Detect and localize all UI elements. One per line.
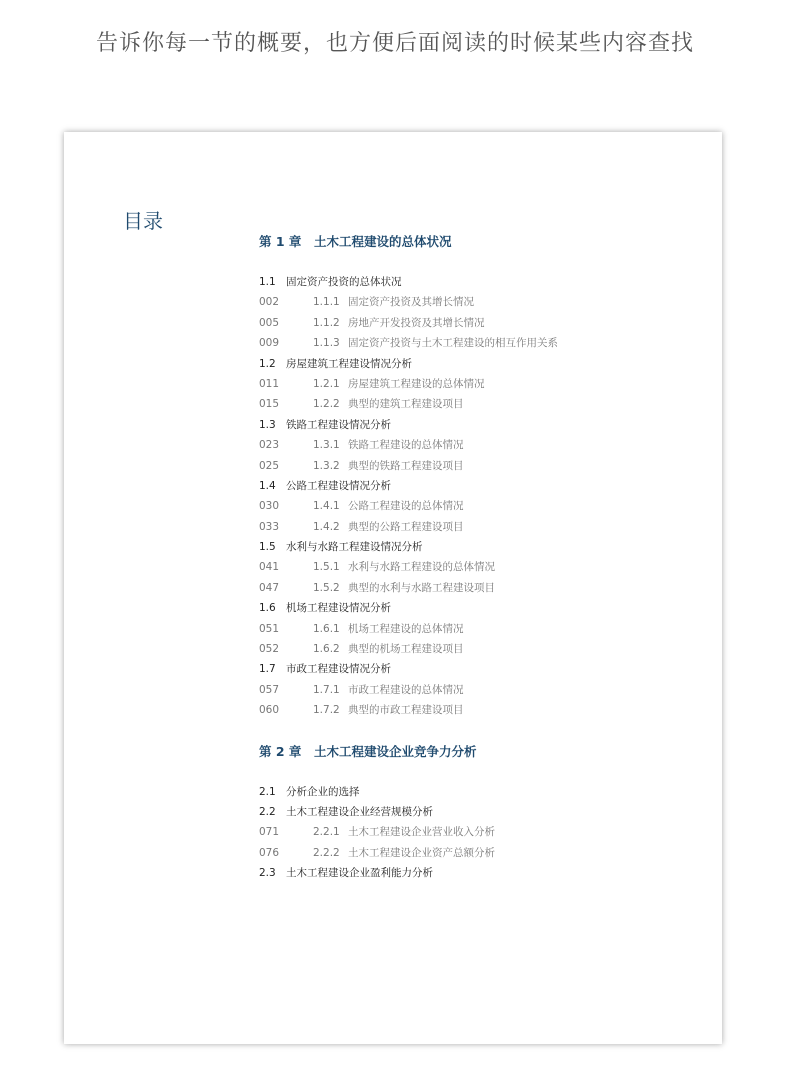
page-number: 071 [259,826,280,839]
subsection-number: 1.7.1 [313,683,340,696]
page-number: 025 [259,459,280,472]
section-title: 固定资产投资的总体状况 [286,276,402,288]
section-number: 1.1 [259,276,276,288]
toc-section[interactable] [259,802,699,822]
page-number: 060 [259,704,280,717]
toc-subsection[interactable] [259,292,699,312]
page-number: 047 [259,581,280,594]
subsection-title: 机场工程建设的总体情况 [348,622,464,635]
page-number: 052 [259,643,280,656]
toc-section[interactable] [259,863,699,883]
toc-title: 目录 [123,209,163,233]
chapter-heading[interactable] [259,232,699,252]
section-number: 1.2 [259,357,276,370]
toc-section[interactable] [259,272,699,292]
toc-section[interactable] [259,476,699,496]
toc-subsection[interactable] [259,333,699,353]
page-number: 051 [259,622,280,635]
page-number: 005 [259,316,280,329]
page-number: 057 [259,683,280,696]
page-number: 011 [259,377,280,390]
subsection-number: 2.2.1 [313,826,340,839]
section-title: 土木工程建设企业经营规模分析 [286,805,433,818]
subsection-title: 典型的市政工程建设项目 [348,704,464,717]
toc-subsection[interactable] [259,456,699,476]
subsection-number: 1.6.2 [313,643,340,656]
section-title: 铁路工程建设情况分析 [286,418,391,431]
toc-subsection[interactable] [259,843,699,863]
subsection-number: 1.1.2 [313,316,340,329]
page-number: 033 [259,520,280,533]
table-of-contents [259,232,699,884]
section-title: 公路工程建设情况分析 [286,479,391,492]
toc-subsection[interactable] [259,639,699,659]
subsection-title: 水利与水路工程建设的总体情况 [348,561,495,574]
subsection-number: 1.1.1 [313,296,340,309]
section-number: 1.4 [259,479,276,492]
section-title: 分析企业的选择 [286,785,360,798]
subsection-title: 典型的铁路工程建设项目 [348,459,464,472]
toc-subsection[interactable] [259,496,699,516]
section-number: 2.2 [259,805,276,818]
subsection-number: 1.6.1 [313,622,340,635]
subsection-number: 1.7.2 [313,704,340,717]
subsection-title: 市政工程建设的总体情况 [348,683,464,696]
page-number: 015 [259,398,280,411]
subsection-title: 土木工程建设企业资产总额分析 [348,846,495,859]
section-number: 1.5 [259,541,276,554]
toc-subsection[interactable] [259,822,699,842]
toc-subsection[interactable] [259,394,699,414]
toc-section[interactable] [259,782,699,802]
subsection-title: 公路工程建设的总体情况 [348,500,464,513]
toc-subsection[interactable] [259,700,699,720]
toc-subsection[interactable] [259,435,699,455]
subsection-number: 1.5.1 [313,561,340,574]
section-title: 土木工程建设企业盈利能力分析 [286,867,433,880]
page-number: 002 [259,296,280,309]
section-title: 水利与水路工程建设情况分析 [286,541,423,554]
subsection-number: 1.5.2 [313,581,340,594]
toc-subsection[interactable] [259,578,699,598]
chapter-title: 土木工程建设企业竞争力分析 [314,743,477,759]
toc-section[interactable] [259,659,699,679]
page-number: 076 [259,846,280,859]
subsection-title: 土木工程建设企业营业收入分析 [348,826,495,839]
subsection-title: 固定资产投资与土木工程建设的相互作用关系 [348,337,558,350]
subsection-title: 铁路工程建设的总体情况 [348,439,464,452]
page-number: 041 [259,561,280,574]
chapter-number: 第 2 章 [259,743,302,759]
section-number: 2.3 [259,867,276,880]
subsection-title: 房屋建筑工程建设的总体情况 [348,377,485,390]
subsection-number: 1.2.2 [313,398,340,411]
page-number: 030 [259,500,280,513]
chapter-heading[interactable] [259,742,699,762]
subsection-number: 1.1.3 [313,337,340,350]
section-title: 房屋建筑工程建设情况分析 [286,357,412,370]
subsection-number: 1.3.1 [313,439,340,452]
subsection-number: 1.4.1 [313,500,340,513]
toc-section[interactable] [259,537,699,557]
section-title: 市政工程建设情况分析 [286,663,391,676]
toc-page [64,132,722,1044]
page-number: 009 [259,337,280,350]
section-title: 机场工程建设情况分析 [286,602,391,615]
toc-section[interactable] [259,415,699,435]
section-number: 1.3 [259,418,276,431]
subsection-title: 固定资产投资及其增长情况 [348,296,474,309]
toc-subsection[interactable] [259,619,699,639]
subsection-number: 2.2.2 [313,846,340,859]
subsection-title: 典型的公路工程建设项目 [348,520,464,533]
section-number: 1.6 [259,602,276,615]
subsection-title: 房地产开发投资及其增长情况 [348,316,485,329]
section-number: 2.1 [259,785,276,798]
subsection-title: 典型的机场工程建设项目 [348,643,464,656]
caption-heading: 告诉你每一节的概要，也方便后面阅读的时候某些内容查找 [95,31,694,56]
subsection-number: 1.2.1 [313,377,340,390]
toc-section[interactable] [259,354,699,374]
subsection-number: 1.3.2 [313,459,340,472]
chapter-number: 第 1 章 [259,234,302,249]
toc-subsection[interactable] [259,680,699,700]
toc-subsection[interactable] [259,517,699,537]
toc-subsection[interactable] [259,557,699,577]
page-number: 023 [259,439,280,452]
chapter-title: 土木工程建设的总体状况 [314,234,452,249]
toc-section[interactable] [259,598,699,618]
subsection-title: 典型的建筑工程建设项目 [348,398,464,411]
toc-subsection[interactable] [259,374,699,394]
toc-subsection[interactable] [259,313,699,333]
subsection-number: 1.4.2 [313,520,340,533]
section-number: 1.7 [259,663,276,676]
subsection-title: 典型的水利与水路工程建设项目 [348,581,495,594]
